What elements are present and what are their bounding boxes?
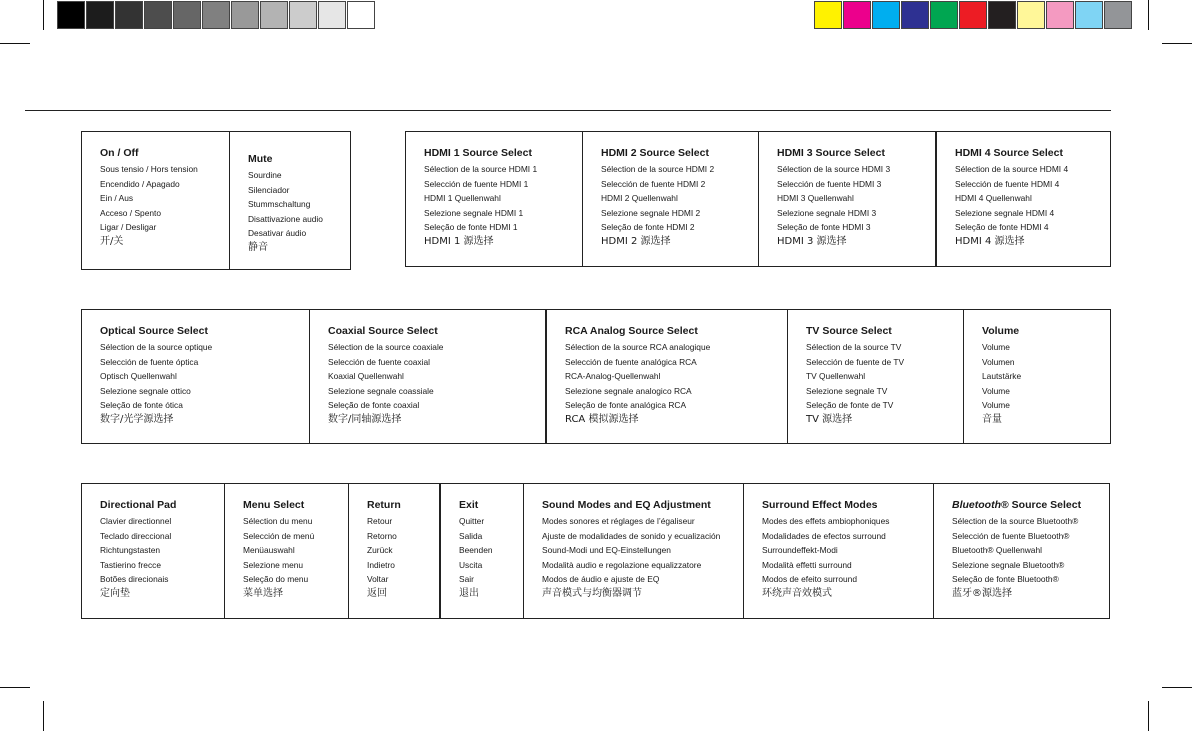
color-swatch bbox=[115, 1, 143, 29]
cell-hdmi-2 bbox=[582, 132, 758, 266]
cell-line: Selezione menu bbox=[243, 559, 304, 570]
cell-line: Volume bbox=[982, 385, 1010, 396]
color-swatch bbox=[1017, 1, 1045, 29]
cell-line: Selezione segnale Bluetooth® bbox=[952, 559, 1065, 570]
cell-line: Selezione segnale HDMI 4 bbox=[955, 207, 1055, 218]
cell-line: 菜单选择 bbox=[243, 587, 283, 599]
color-swatch bbox=[144, 1, 172, 29]
crop-mark bbox=[1162, 43, 1192, 44]
cell-line: Salida bbox=[459, 530, 483, 541]
cell-hdmi-3 bbox=[758, 132, 935, 266]
cell-line: Retorno bbox=[367, 530, 397, 541]
cell-line: Acceso / Spento bbox=[100, 207, 161, 218]
color-swatch bbox=[57, 1, 85, 29]
cell-title: Sound Modes and EQ Adjustment bbox=[542, 499, 711, 511]
cell-title: RCA Analog Source Select bbox=[565, 325, 698, 337]
cell-line: RCA 模拟源选择 bbox=[565, 413, 639, 425]
cell-line: Seleção de fonte HDMI 1 bbox=[424, 222, 518, 233]
cell-line: 声音模式与均衡器调节 bbox=[542, 587, 642, 599]
cell-line: Retour bbox=[367, 516, 393, 526]
cell-title: Surround Effect Modes bbox=[762, 499, 878, 511]
cell-line: Seleção de fonte HDMI 4 bbox=[955, 222, 1049, 233]
cell-line: Sélection de la source HDMI 3 bbox=[777, 164, 891, 174]
cell-line: Richtungstasten bbox=[100, 545, 161, 556]
color-swatch bbox=[1075, 1, 1103, 29]
cell-line: 开/关 bbox=[100, 235, 124, 247]
cell-line: Koaxial Quellenwahl bbox=[328, 371, 404, 382]
cell-line: 退出 bbox=[459, 587, 479, 599]
cell-line: Sélection de la source coaxiale bbox=[328, 342, 444, 352]
cell-line: TV 源选择 bbox=[806, 413, 853, 425]
cell-line: HDMI 2 Quellenwahl bbox=[601, 193, 678, 204]
cell-line: HDMI 3 源选择 bbox=[777, 235, 847, 247]
cell-line: Sélection de la source Bluetooth® bbox=[952, 516, 1079, 526]
cell-line: HDMI 1 源选择 bbox=[424, 235, 494, 247]
cell-line: Beenden bbox=[459, 545, 493, 556]
cell-line: Voltar bbox=[367, 574, 389, 585]
cell-line: Selección de fuente Bluetooth® bbox=[952, 530, 1070, 541]
cell-title: HDMI 1 Source Select bbox=[424, 147, 532, 159]
cell-line: HDMI 4 Quellenwahl bbox=[955, 193, 1032, 204]
cell-line: Volume bbox=[982, 342, 1010, 352]
cell-line: Uscita bbox=[459, 559, 483, 570]
cell-title: Mute bbox=[248, 153, 273, 165]
color-swatch bbox=[872, 1, 900, 29]
cell-line: Quitter bbox=[459, 516, 485, 526]
cell-line: Ein / Aus bbox=[100, 193, 134, 204]
cell-hdmi-4 bbox=[935, 132, 1110, 266]
cell-menu-select bbox=[224, 484, 348, 618]
cell-line: Seleção de fonte HDMI 3 bbox=[777, 222, 871, 233]
color-swatch bbox=[988, 1, 1016, 29]
power-mute-box bbox=[81, 131, 351, 270]
cell-line: Encendido / Apagado bbox=[100, 178, 180, 189]
color-swatch bbox=[289, 1, 317, 29]
cell-optical bbox=[82, 310, 309, 443]
cell-line: Selección de fuente HDMI 4 bbox=[955, 178, 1060, 189]
title-rest: ® Source Select bbox=[1001, 499, 1082, 511]
cell-line: Ligar / Desligar bbox=[100, 222, 157, 233]
cell-tv bbox=[787, 310, 963, 443]
cell-line: Selección de fuente HDMI 3 bbox=[777, 178, 882, 189]
cell-line: Ajuste de modalidades de sonido y ecualización bbox=[542, 530, 721, 541]
cell-line: 定向垫 bbox=[100, 587, 130, 599]
cell-title: Menu Select bbox=[243, 499, 305, 511]
color-swatch bbox=[843, 1, 871, 29]
cell-line: Seleção de fonte ótica bbox=[100, 400, 183, 411]
cell-on-off bbox=[82, 132, 229, 269]
cell-line: Stummschaltung bbox=[248, 199, 311, 210]
cell-line: Disattivazione audio bbox=[248, 213, 323, 224]
cell-mute bbox=[229, 132, 350, 269]
color-swatch bbox=[260, 1, 288, 29]
cell-line: 返回 bbox=[367, 587, 387, 599]
crop-mark bbox=[1148, 701, 1149, 731]
cell-line: Modos de áudio e ajuste de EQ bbox=[542, 574, 660, 585]
cell-line: Selezione segnale analogico RCA bbox=[565, 385, 692, 396]
cell-line: Sélection du menu bbox=[243, 516, 313, 526]
crop-mark bbox=[43, 0, 44, 30]
cell-line: Selezione segnale coassiale bbox=[328, 385, 434, 396]
cell-line: Selección de fuente de TV bbox=[806, 356, 905, 367]
cell-line: Selezione segnale TV bbox=[806, 385, 888, 396]
cell-line: Tastierino frecce bbox=[100, 559, 161, 570]
cell-line: Clavier directionnel bbox=[100, 516, 172, 526]
cell-line: Surroundeffekt-Modi bbox=[762, 545, 838, 556]
cell-line: Seleção de fonte coaxial bbox=[328, 400, 420, 411]
color-swatch bbox=[318, 1, 346, 29]
cell-title: Exit bbox=[459, 499, 479, 511]
cell-title: HDMI 3 Source Select bbox=[777, 147, 885, 159]
source-volume-box bbox=[81, 309, 1111, 444]
cell-line: Seleção de fonte HDMI 2 bbox=[601, 222, 695, 233]
cell-line: Selección de fuente analógica RCA bbox=[565, 356, 697, 367]
cell-bluetooth bbox=[933, 484, 1109, 618]
cell-line: Optisch Quellenwahl bbox=[100, 371, 177, 382]
color-swatch bbox=[959, 1, 987, 29]
cell-line: Sound-Modi und EQ-Einstellungen bbox=[542, 545, 671, 556]
cell-line: Seleção de fonte Bluetooth® bbox=[952, 574, 1059, 585]
cell-title: HDMI 4 Source Select bbox=[955, 147, 1063, 159]
cell-line: Teclado direccional bbox=[100, 530, 172, 541]
cell-line: Sélection de la source HDMI 1 bbox=[424, 164, 538, 174]
cell-title: HDMI 2 Source Select bbox=[601, 147, 709, 159]
cell-line: Desativar áudio bbox=[248, 228, 307, 239]
cell-title: Directional Pad bbox=[100, 499, 177, 511]
cell-line: Selezione segnale HDMI 3 bbox=[777, 207, 877, 218]
cell-line: Bluetooth® Quellenwahl bbox=[952, 545, 1042, 556]
cell-line: Sélection de la source RCA analogique bbox=[565, 342, 711, 352]
cell-title: Volume bbox=[982, 325, 1020, 337]
cell-title: Return bbox=[367, 499, 401, 511]
cell-line: Selezione segnale HDMI 1 bbox=[424, 207, 524, 218]
cell-line: Volume bbox=[982, 400, 1010, 411]
cell-sound-modes bbox=[523, 484, 743, 618]
cell-line: 数字/同轴源选择 bbox=[328, 413, 402, 425]
color-swatch bbox=[814, 1, 842, 29]
cell-line: HDMI 4 源选择 bbox=[955, 235, 1025, 247]
cell-title bbox=[952, 498, 1109, 512]
color-swatch bbox=[86, 1, 114, 29]
cell-line: 数字/光学源选择 bbox=[100, 413, 174, 425]
color-swatch bbox=[1046, 1, 1074, 29]
cell-line: Modalità effetti surround bbox=[762, 559, 852, 570]
cell-line: Selección de fuente coaxial bbox=[328, 356, 430, 367]
cell-line: Zurück bbox=[367, 545, 393, 556]
cell-line: HDMI 3 Quellenwahl bbox=[777, 193, 854, 204]
color-swatch bbox=[202, 1, 230, 29]
cell-line: Modes sonores et réglages de l’égaliseur bbox=[542, 516, 695, 526]
cell-line: Seleção do menu bbox=[243, 574, 309, 585]
cell-line: Sair bbox=[459, 574, 474, 585]
navigation-modes-box bbox=[81, 483, 1110, 619]
cell-line: Sélection de la source TV bbox=[806, 342, 902, 352]
cell-line: Modos de efeito surround bbox=[762, 574, 857, 585]
cell-line: 静音 bbox=[248, 241, 268, 253]
cell-line: 环绕声音效模式 bbox=[762, 587, 832, 599]
color-swatch bbox=[347, 1, 375, 29]
color-swatch bbox=[930, 1, 958, 29]
color-swatch bbox=[173, 1, 201, 29]
cell-line: Sélection de la source optique bbox=[100, 342, 213, 352]
crop-mark bbox=[1162, 687, 1192, 688]
cell-title: TV Source Select bbox=[806, 325, 892, 337]
cell-line: HDMI 2 源选择 bbox=[601, 235, 671, 247]
cell-line: TV Quellenwahl bbox=[806, 371, 866, 382]
cell-line: Volumen bbox=[982, 356, 1015, 367]
bluetooth-brand: Bluetooth bbox=[952, 499, 1001, 511]
hdmi-box bbox=[405, 131, 1111, 267]
cell-line: Selección de fuente HDMI 1 bbox=[424, 178, 529, 189]
cell-line: Seleção de fonte de TV bbox=[806, 400, 894, 411]
cell-line: Modalidades de efectos surround bbox=[762, 530, 886, 541]
cell-line: 音量 bbox=[982, 413, 1002, 425]
cell-line: Sélection de la source HDMI 2 bbox=[601, 164, 715, 174]
cell-title: On / Off bbox=[100, 147, 139, 159]
cell-line: Menüauswahl bbox=[243, 545, 295, 556]
cell-directional-pad bbox=[82, 484, 224, 618]
crop-mark bbox=[43, 701, 44, 731]
cell-line: Sous tensio / Hors tension bbox=[100, 164, 198, 174]
cell-line: RCA-Analog-Quellenwahl bbox=[565, 371, 661, 382]
cell-surround-modes bbox=[743, 484, 933, 618]
cell-line: Sourdine bbox=[248, 170, 282, 180]
color-swatch bbox=[901, 1, 929, 29]
cell-line: Selección de menú bbox=[243, 530, 315, 541]
cell-coaxial bbox=[309, 310, 545, 443]
cell-hdmi-1 bbox=[406, 132, 582, 266]
cell-volume bbox=[963, 310, 1110, 443]
cell-line: Sélection de la source HDMI 4 bbox=[955, 164, 1069, 174]
crop-mark bbox=[0, 43, 30, 44]
cell-line: Seleção de fonte analógica RCA bbox=[565, 400, 687, 411]
cell-line: Selección de fuente HDMI 2 bbox=[601, 178, 706, 189]
color-swatch bbox=[1104, 1, 1132, 29]
cell-return bbox=[348, 484, 439, 618]
cell-rca-analog bbox=[545, 310, 787, 443]
cell-title: Coaxial Source Select bbox=[328, 325, 438, 337]
cell-line: Selezione segnale ottico bbox=[100, 385, 191, 396]
cell-line: Botões direcionais bbox=[100, 574, 169, 585]
cell-line: Selección de fuente óptica bbox=[100, 356, 199, 367]
crop-mark bbox=[1148, 0, 1149, 30]
cell-exit bbox=[439, 484, 523, 618]
cell-line: HDMI 1 Quellenwahl bbox=[424, 193, 501, 204]
crop-mark bbox=[0, 687, 30, 688]
cell-line: Modes des effets ambiophoniques bbox=[762, 516, 890, 526]
cell-line: Silenciador bbox=[248, 184, 290, 195]
cell-line: Selezione segnale HDMI 2 bbox=[601, 207, 701, 218]
cell-title: Optical Source Select bbox=[100, 325, 208, 337]
cell-line: Modalità audio e regolazione equalizzatore bbox=[542, 559, 702, 570]
cell-line: Indietro bbox=[367, 559, 395, 570]
color-swatch bbox=[231, 1, 259, 29]
cell-line: 蓝牙®源选择 bbox=[952, 587, 1012, 599]
cell-line: Lautstärke bbox=[982, 371, 1022, 382]
divider-rule bbox=[25, 110, 1111, 111]
